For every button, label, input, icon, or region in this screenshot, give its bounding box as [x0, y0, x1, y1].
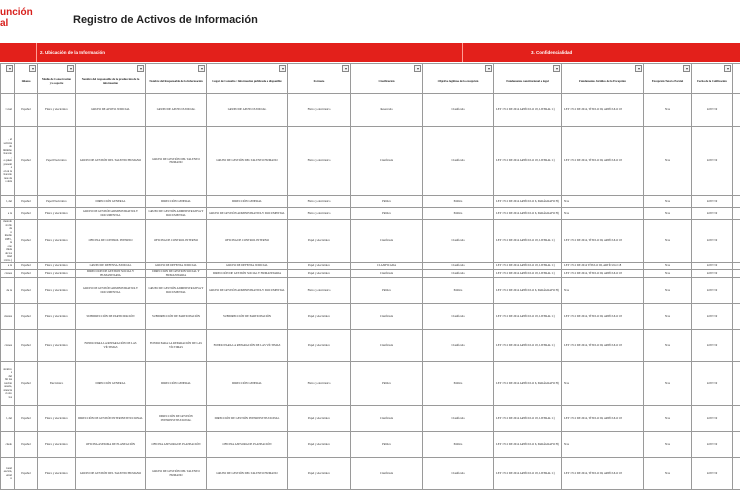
- cell-fundamento-juridico: N/A: [562, 432, 644, 458]
- cell-objetivo: Pública: [423, 196, 494, 208]
- cell-extra: [733, 94, 740, 127]
- cell-extra: [733, 278, 740, 304]
- cell-fecha-calificacion: 22/07/19: [692, 406, 733, 432]
- cell-objetivo: Clasificada: [423, 406, 494, 432]
- table-row[interactable]: [1, 220, 740, 263]
- cell-formato: Papel y electrónico: [288, 406, 351, 432]
- cell-fundamento-constitucional: LEY 1712 DE 2014 ARTÍCULO 6, PARÁGRAFO H): [494, 208, 562, 220]
- cell-responsable-produccion: GRUPO DE APOYO JUDICIAL: [76, 94, 146, 127]
- cell-responsable-produccion: GRUPO DE GESTIÓN ADMINISTRATIVA Y DOCUMENTAL: [76, 208, 146, 220]
- filter-dropdown-icon[interactable]: [67, 65, 74, 72]
- cell-objetivo: Pública: [423, 208, 494, 220]
- cell-formato: Papel y electrónico: [288, 330, 351, 362]
- cell-fundamento-juridico: LEY 1712 DE 2014, TÍTULO III, ARTÍCULO 18: [562, 94, 644, 127]
- cell-idioma: Español: [15, 458, 38, 490]
- filter-dropdown-icon[interactable]: [198, 65, 205, 72]
- cell-lugar-consulta: GRUPO DE GESTIÓN DEL TALENTO HUMANO: [207, 458, 288, 490]
- cell-objetivo: Pública: [423, 432, 494, 458]
- cell-activo-desc: l cual: [1, 94, 15, 127]
- cell-extra: [733, 127, 740, 196]
- cell-formato: Papel y electrónico: [288, 432, 351, 458]
- cell-responsable-informacion: OFICINA DE CONTROL INTERNO: [146, 220, 207, 263]
- cell-responsable-produccion: OFICINA DE CONTROL INTERNO: [76, 220, 146, 263]
- cell-responsable-produccion: DIRECCIÓN DE GESTIÓN INTERINSTITUCIONAL: [76, 406, 146, 432]
- cell-responsable-informacion: GRUPO DE GESTIÓN ADMINISTRATIVA Y DOCUMENTAL: [146, 278, 207, 304]
- section-divider: [36, 43, 37, 62]
- cell-extra: [733, 270, 740, 278]
- cell-fecha-calificacion: 22/07/19: [692, 278, 733, 304]
- column-header-clasificacion: [351, 64, 423, 94]
- cell-responsable-informacion: FONDO PARA LA REPARACIÓN DE LAS VÍCTIMAS: [146, 330, 207, 362]
- cell-idioma: Español: [15, 196, 38, 208]
- cell-responsable-produccion: FONDO PARA LA REPARACIÓN DE LAS VÍCTIMAS: [76, 330, 146, 362]
- cell-clasificacion: Clasificada: [351, 406, 423, 432]
- filter-dropdown-icon[interactable]: [683, 65, 690, 72]
- column-header-fecha-calificacion: [692, 64, 733, 94]
- cell-responsable-informacion: GRUPO DE DEFENSA JUDICIAL: [146, 263, 207, 270]
- cell-idioma: Español: [15, 278, 38, 304]
- cell-medio: Físico y electrónico: [38, 458, 76, 490]
- cell-clasificacion: Clasificada: [351, 270, 423, 278]
- table-row[interactable]: [1, 127, 740, 196]
- cell-idioma: Español: [15, 330, 38, 362]
- cell-idioma: Español: [15, 263, 38, 270]
- logo-line-2: al: [0, 18, 9, 29]
- cell-idioma: Español: [15, 304, 38, 330]
- cell-medio: Físico y electrónico: [38, 304, 76, 330]
- cell-activo-desc: l, del: [1, 196, 15, 208]
- section-divider: [462, 43, 463, 62]
- cell-excepcion: N/A: [644, 263, 692, 270]
- cell-clasificacion: Pública: [351, 208, 423, 220]
- cell-medio: Físico y electrónico: [38, 263, 76, 270]
- table-row[interactable]: [1, 270, 740, 278]
- cell-fecha-calificacion: 22/07/19: [692, 362, 733, 406]
- cell-formato: Papel y electrónico: [288, 304, 351, 330]
- cell-fundamento-juridico: LEY 1712 DE 2014, TÍTULO III, ARTÍCULO 18: [562, 220, 644, 263]
- cell-responsable-informacion: DIRECCIÓN GENERAL: [146, 196, 207, 208]
- cell-objetivo: Clasificada: [423, 270, 494, 278]
- table-row[interactable]: [1, 330, 740, 362]
- logo-line-1: unción: [0, 7, 33, 18]
- cell-objetivo: Clasificada: [423, 263, 494, 270]
- cell-idioma: Español: [15, 94, 38, 127]
- column-header-label: Nombre del Responsable de la Información: [149, 78, 203, 83]
- cell-excepcion: N/A: [644, 458, 692, 490]
- cell-excepcion: N/A: [644, 127, 692, 196]
- cell-fundamento-juridico: LEY 1712 DE 2014, TÍTULO III, ARTÍCULO 18: [562, 330, 644, 362]
- cell-fundamento-constitucional: LEY 1712 DE 2014 ARTÍCULO 6, PARÁGRAFO H): [494, 278, 562, 304]
- cell-responsable-informacion: GRUPO DE GESTIÓN ADMINISTRATIVA Y DOCUMENTAL: [146, 208, 207, 220]
- cell-lugar-consulta: DIRECCIÓN DE GESTIÓN SOCIAL Y HUMANITARIA: [207, 270, 288, 278]
- cell-fundamento-juridico: LEY 1712 DE 2014, TÍTULO III, ARTÍCULO 18: [562, 304, 644, 330]
- cell-fundamento-constitucional: LEY 1712 DE 2014 ARTÍCULO 18, LITERAL C): [494, 94, 562, 127]
- cell-extra: [733, 196, 740, 208]
- cell-fundamento-constitucional: LEY 1712 DE 2014 ARTÍCULO 18, LITERAL C): [494, 220, 562, 263]
- cell-lugar-consulta: OFICINA ASESORA DE PLANEACIÓN: [207, 432, 288, 458]
- cell-formato: Papel y electrónico: [288, 263, 351, 270]
- cell-lugar-consulta: FONDO PARA LA REPARACIÓN DE LAS VÍCTIMAS: [207, 330, 288, 362]
- cell-responsable-produccion: DIRECCIÓN GENERAL: [76, 362, 146, 406]
- cell-fundamento-juridico: N/A: [562, 208, 644, 220]
- cell-fundamento-constitucional: LEY 1712 DE 2014 ARTÍCULO 18, LITERAL C): [494, 127, 562, 196]
- filter-dropdown-icon[interactable]: [6, 65, 13, 72]
- cell-excepcion: N/A: [644, 432, 692, 458]
- cell-extra: [733, 406, 740, 432]
- column-header-excepcion: [644, 64, 692, 94]
- cell-lugar-consulta: GRUPO DE GESTIÓN DEL TALENTO HUMANO: [207, 127, 288, 196]
- cell-extra: [733, 330, 740, 362]
- column-header-label: Excepción Total o Parcial: [651, 78, 684, 83]
- cell-extra: [733, 362, 740, 406]
- cell-objetivo: Pública: [423, 278, 494, 304]
- cell-idioma: Español: [15, 270, 38, 278]
- cell-medio: Papel Electrónico: [38, 127, 76, 196]
- cell-clasificacion: Pública: [351, 196, 423, 208]
- cell-medio: Físico y electrónico: [38, 94, 76, 127]
- cell-fundamento-constitucional: LEY 1712 DE 2014 ARTÍCULO 18, LITERAL C): [494, 304, 562, 330]
- cell-excepcion: N/A: [644, 406, 692, 432]
- column-header-fundamento-constitucional: [494, 64, 562, 94]
- brand-logo: [0, 7, 46, 33]
- cell-clasificacion: Clasificada: [351, 220, 423, 263]
- app-header: [0, 0, 740, 42]
- cell-responsable-produccion: OFICINA ASESORA DE PLANEACIÓN: [76, 432, 146, 458]
- cell-idioma: Español: [15, 406, 38, 432]
- filter-dropdown-icon[interactable]: [485, 65, 492, 72]
- column-header-label: Clasificación: [378, 78, 395, 83]
- cell-formato: Papel y electrónico: [288, 220, 351, 263]
- cell-fundamento-constitucional: LEY 1712 DE 2014 ARTÍCULO 6, PARÁGRAFO H): [494, 196, 562, 208]
- table-row[interactable]: [1, 432, 740, 458]
- cell-responsable-informacion: SUBDIRECCIÓN DE PARTICIPACIÓN: [146, 304, 207, 330]
- cell-formato: Físico y electrónico: [288, 278, 351, 304]
- section-header-band: [0, 43, 740, 62]
- cell-lugar-consulta: GRUPO DE APOYO JUDICIAL: [207, 94, 288, 127]
- cell-lugar-consulta: OFICINA DE CONTROL INTERNO: [207, 220, 288, 263]
- asset-table: [0, 63, 740, 490]
- cell-fecha-calificacion: 22/07/19: [692, 263, 733, 270]
- cell-idioma: Español: [15, 127, 38, 196]
- cell-formato: Papel y electrónico: [288, 270, 351, 278]
- cell-responsable-informacion: GRUPO DE APOYO JUDICIAL: [146, 94, 207, 127]
- cell-lugar-consulta: DIRECCIÓN GENERAL: [207, 362, 288, 406]
- column-header-label: Nombre del responsable de la producción de la información: [81, 77, 140, 85]
- filter-dropdown-icon[interactable]: [724, 65, 731, 72]
- cell-excepcion: N/A: [644, 196, 692, 208]
- cell-responsable-informacion: GRUPO DE GESTIÓN DEL TALENTO HUMANO: [146, 127, 207, 196]
- cell-excepcion: N/A: [644, 94, 692, 127]
- table-row[interactable]: [1, 458, 740, 490]
- cell-extra: [733, 208, 740, 220]
- cell-fundamento-juridico: LEY 1712 DE 2014, TÍTULO III, ARTÍCULO 18: [562, 458, 644, 490]
- cell-clasificacion: Clasificada: [351, 127, 423, 196]
- cell-excepcion: N/A: [644, 208, 692, 220]
- column-header-responsable-informacion: [146, 64, 207, 94]
- cell-extra: [733, 432, 740, 458]
- cell-medio: Físico y electrónico: [38, 432, 76, 458]
- cell-excepcion: N/A: [644, 220, 692, 263]
- cell-responsable-informacion: OFICINA ASESORA DE PLANEACIÓN: [146, 432, 207, 458]
- cell-lugar-consulta: DIRECCIÓN GENERAL: [207, 196, 288, 208]
- cell-activo-desc: ciones: [1, 270, 15, 278]
- cell-medio: Físico y electrónico: [38, 278, 76, 304]
- cell-formato: Físico y electrónico: [288, 196, 351, 208]
- cell-clasificacion: CLASIFICADA: [351, 263, 423, 270]
- cell-responsable-informacion: GRUPO DE GESTIÓN DEL TALENTO HUMANO: [146, 458, 207, 490]
- cell-objetivo: Clasificada: [423, 330, 494, 362]
- cell-fundamento-constitucional: LEY 1712 DE 2014 ARTÍCULO 18, LITERAL C): [494, 270, 562, 278]
- table-body: [1, 94, 740, 490]
- cell-lugar-consulta: DIRECCIÓN DE GESTIÓN INTERINSTITUCIONAL: [207, 406, 288, 432]
- column-header-row: [1, 64, 740, 94]
- table-row[interactable]: [1, 94, 740, 127]
- column-header-label: Objetivo legítimo de la excepción: [437, 78, 479, 83]
- cell-formato: Físico y electrónico: [288, 362, 351, 406]
- cell-formato: Papel y electrónico: [288, 458, 351, 490]
- column-header-fundamento-juridico: [562, 64, 644, 94]
- cell-medio: Físico y electrónico: [38, 270, 76, 278]
- cell-medio: Papel Electrónico: [38, 196, 76, 208]
- cell-idioma: Español: [15, 362, 38, 406]
- cell-fecha-calificacion: 22/07/19: [692, 196, 733, 208]
- cell-extra: [733, 220, 740, 263]
- cell-responsable-informacion: DIRECCIÓN DE GESTIÓN SOCIAL Y HUMANITARIA: [146, 270, 207, 278]
- table-row[interactable]: [1, 278, 740, 304]
- cell-medio: Físico y electrónico: [38, 406, 76, 432]
- cell-fundamento-constitucional: LEY 1712 DE 2014 ARTÍCULO 18, LITERAL C): [494, 330, 562, 362]
- cell-fecha-calificacion: 22/07/19: [692, 127, 733, 196]
- column-header-responsable-produccion: [76, 64, 146, 94]
- cell-excepcion: N/A: [644, 362, 692, 406]
- cell-fecha-calificacion: 22/07/19: [692, 208, 733, 220]
- filter-dropdown-icon[interactable]: [635, 65, 642, 72]
- column-header-label: Idioma: [21, 78, 31, 83]
- cell-fecha-calificacion: 22/07/19: [692, 330, 733, 362]
- cell-medio: Físico y electrónico: [38, 330, 76, 362]
- table-row[interactable]: [1, 263, 740, 270]
- cell-objetivo: Clasificada: [423, 304, 494, 330]
- cell-fecha-calificacion: 22/07/19: [692, 432, 733, 458]
- cell-excepcion: N/A: [644, 270, 692, 278]
- cell-clasificacion: Pública: [351, 432, 423, 458]
- column-header-formato: [288, 64, 351, 94]
- cell-activo-desc: l, del: [1, 406, 15, 432]
- cell-activo-desc: e la: [1, 263, 15, 270]
- cell-activo-desc: de la: [1, 278, 15, 304]
- cell-medio: Físico y electrónico: [38, 220, 76, 263]
- cell-lugar-consulta: GRUPO DE GESTIÓN ADMINISTRATIVA Y DOCUMENTAL: [207, 208, 288, 220]
- column-header-activo-desc: [1, 64, 15, 94]
- cell-fundamento-constitucional: LEY 1712 DE 2014 ARTÍCULO 18, LITERAL C): [494, 458, 562, 490]
- column-header-label: Medio de Conservación y/o soporte: [41, 77, 72, 85]
- table-row[interactable]: [1, 406, 740, 432]
- cell-extra: [733, 304, 740, 330]
- cell-formato: Físico y electrónico: [288, 94, 351, 127]
- cell-objetivo: Clasificada: [423, 220, 494, 263]
- column-header-label: Fundamento constitucional o legal: [506, 78, 549, 83]
- cell-excepcion: N/A: [644, 278, 692, 304]
- filter-dropdown-icon[interactable]: [553, 65, 560, 72]
- cell-responsable-produccion: SUBDIRECCIÓN DE PARTICIPACIÓN: [76, 304, 146, 330]
- page-title: Registro de Activos de Información: [73, 14, 258, 26]
- cell-clasificacion: Pública: [351, 278, 423, 304]
- filter-dropdown-icon[interactable]: [29, 65, 36, 72]
- cell-lugar-consulta: SUBDIRECCIÓN DE PARTICIPACIÓN: [207, 304, 288, 330]
- cell-responsable-informacion: DIRECCIÓN GENERAL: [146, 362, 207, 406]
- cell-lugar-consulta: GRUPO DE DEFENSA JUDICIAL: [207, 263, 288, 270]
- filter-dropdown-icon[interactable]: [279, 65, 286, 72]
- cell-activo-desc: ional eación, ernal n: [1, 458, 15, 490]
- cell-clasificacion: Clasificada: [351, 304, 423, 330]
- cell-objetivo: Clasificada: [423, 458, 494, 490]
- cell-responsable-produccion: GRUPO DE GESTIÓN DEL TALENTO HUMANO: [76, 458, 146, 490]
- cell-clasificacion: Reservada: [351, 94, 423, 127]
- cell-clasificacion: Clasificada: [351, 330, 423, 362]
- filter-dropdown-icon[interactable]: [137, 65, 144, 72]
- cell-clasificacion: Clasificada: [351, 458, 423, 490]
- cell-activo-desc: ctantes: [1, 304, 15, 330]
- cell-fundamento-juridico: N/A: [562, 278, 644, 304]
- cell-activo-desc: metodo rrollo de n medio 1083 , la ono mide de los idad rcicio ): [1, 220, 15, 263]
- cell-fecha-calificacion: 22/07/19: [692, 220, 733, 263]
- cell-activo-desc: ciones: [1, 330, 15, 362]
- cell-fecha-calificacion: 22/07/19: [692, 458, 733, 490]
- asset-register-grid[interactable]: [0, 63, 740, 500]
- cell-responsable-produccion: GRUPO DE GESTIÓN ADMINISTRATIVA Y DOCUMENTAL: [76, 278, 146, 304]
- cell-extra: [733, 263, 740, 270]
- column-header-extra: [733, 64, 740, 94]
- column-header-label: Formato: [313, 78, 325, 83]
- cell-responsable-produccion: GRUPO DE GESTIÓN DEL TALENTO HUMANO: [76, 127, 146, 196]
- cell-idioma: Español: [15, 432, 38, 458]
- cell-responsable-produccion: GRUPO DE DEFENSA JUDICIAL: [76, 263, 146, 270]
- cell-activo-desc: e la: [1, 208, 15, 220]
- column-header-label: Lugar de Consulta / Información publicada o disponible: [212, 78, 282, 83]
- cell-fundamento-juridico: N/A: [562, 362, 644, 406]
- cell-medio: Físico y electrónico: [38, 208, 76, 220]
- cell-fundamento-constitucional: LEY 1712 DE 2014 ARTÍCULO 6, PARÁGRAFO H): [494, 362, 562, 406]
- column-header-lugar-consulta: [207, 64, 288, 94]
- cell-idioma: Español: [15, 208, 38, 220]
- section-2-title: 2. Ubicación de la Información: [40, 50, 106, 55]
- table-row[interactable]: [1, 362, 740, 406]
- cell-excepcion: N/A: [644, 330, 692, 362]
- cell-fundamento-constitucional: LEY 1712 DE 2014 ARTÍCULO 6, PARÁGRAFO H): [494, 432, 562, 458]
- column-header-medio: [38, 64, 76, 94]
- cell-lugar-consulta: GRUPO DE GESTIÓN ADMINISTRATIVA Y DOCUMENTAL: [207, 278, 288, 304]
- cell-fundamento-constitucional: LEY 1712 DE 2014 ARTÍCULO 18, LITERAL C): [494, 263, 562, 270]
- column-header-objetivo: [423, 64, 494, 94]
- cell-fundamento-juridico: LEY 1712 DE 2014, TÍTULO III, ARTÍCULO 18: [562, 406, 644, 432]
- cell-activo-desc: ciudo: [1, 432, 15, 458]
- cell-fundamento-juridico: LEY 1712 DE 2014 TÍTULO III, ARTÍCULO 18: [562, 263, 644, 270]
- cell-fundamento-juridico: N/A: [562, 196, 644, 208]
- cell-objetivo: Clasificada: [423, 127, 494, 196]
- cell-fundamento-juridico: LEY 1712 DE 2014, TÍTULO III, ARTÍCULO 18: [562, 270, 644, 278]
- table-row[interactable]: [1, 304, 740, 330]
- cell-idioma: Español: [15, 220, 38, 263]
- cell-objetivo: Pública: [423, 362, 494, 406]
- cell-responsable-informacion: DIRECCIÓN DE GESTIÓN INTERINSTITUCIONAL: [146, 406, 207, 432]
- filter-dropdown-icon[interactable]: [342, 65, 349, 72]
- cell-excepcion: N/A: [644, 304, 692, 330]
- cell-fecha-calificacion: 22/07/19: [692, 270, 733, 278]
- cell-formato: Físico y electrónico: [288, 127, 351, 196]
- cell-medio: Electrónico: [38, 362, 76, 406]
- column-header-idioma: [15, 64, 38, 94]
- column-header-label: Fecha de la Calificación: [697, 78, 727, 83]
- cell-activo-desc: , el solicitado minimo horario, e quien presenta el en la horario reas de s dela: [1, 127, 15, 196]
- cell-extra: [733, 458, 740, 490]
- cell-fecha-calificacion: 22/07/19: [692, 94, 733, 127]
- cell-fecha-calificacion: 22/07/19: [692, 304, 733, 330]
- cell-responsable-produccion: DIRECCIÓN DE GESTIÓN SOCIAL Y HUMANITARIA: [76, 270, 146, 278]
- column-header-label: Fundamento Jurídico de la Excepción: [579, 78, 626, 83]
- cell-fundamento-juridico: LEY 1712 DE 2014, TÍTULO III, ARTÍCULO 18: [562, 127, 644, 196]
- cell-fundamento-constitucional: LEY 1712 DE 2014 ARTÍCULO 18, LITERAL C): [494, 406, 562, 432]
- section-3-title: 3. Confidencialidad: [531, 50, 573, 55]
- cell-formato: Físico y electrónico: [288, 208, 351, 220]
- cell-activo-desc: strativos del bit las nación onería, ntencia d otro los: [1, 362, 15, 406]
- cell-clasificacion: Pública: [351, 362, 423, 406]
- table-row[interactable]: [1, 208, 740, 220]
- cell-responsable-produccion: DIRECCIÓN GENERAL: [76, 196, 146, 208]
- cell-objetivo: Clasificada: [423, 94, 494, 127]
- table-row[interactable]: [1, 196, 740, 208]
- filter-dropdown-icon[interactable]: [414, 65, 421, 72]
